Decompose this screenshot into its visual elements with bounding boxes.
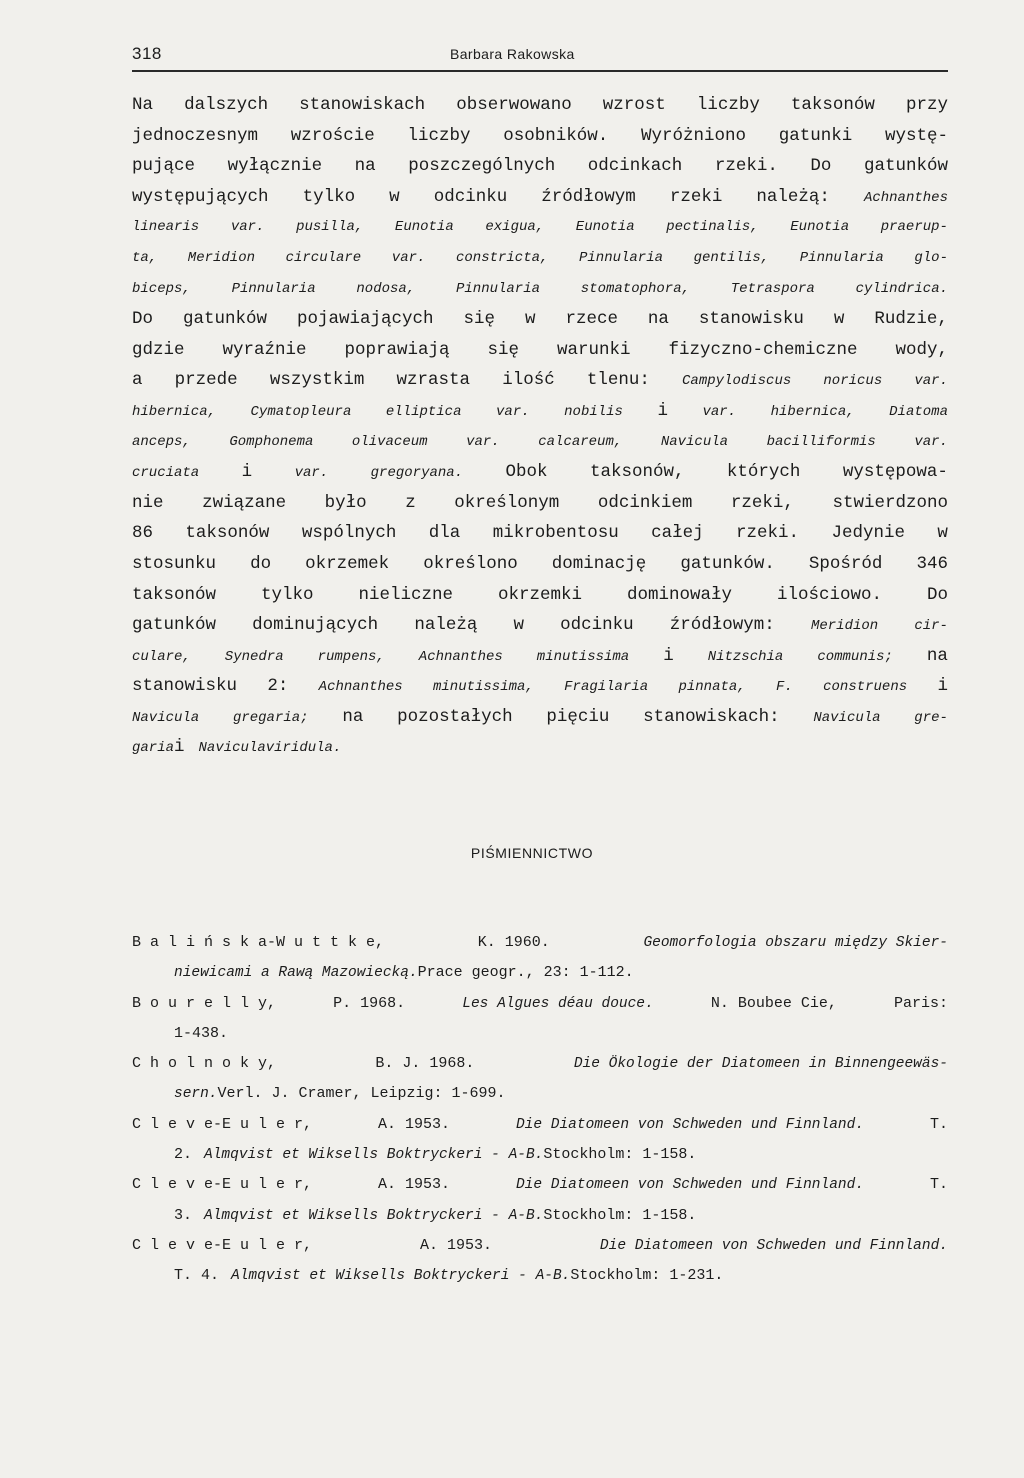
reference-author: C l e v e-E u l e r, (132, 1115, 313, 1133)
reference-text: B. J. 1968. (375, 1055, 475, 1073)
word: na (354, 156, 376, 177)
word: na (926, 645, 948, 666)
reference-text: T. 4. (174, 1267, 220, 1285)
text-line (132, 274, 948, 305)
word: związane (202, 492, 287, 513)
word: warunki (556, 339, 631, 360)
word: pięciu (546, 706, 610, 727)
word: olivaceum (351, 433, 428, 450)
word: praerup- (880, 219, 948, 236)
word: odcinkiem (597, 492, 693, 513)
word: 2: (267, 676, 289, 697)
word: Obok (505, 462, 548, 483)
page-header (132, 40, 948, 72)
word: bacilliformis (766, 433, 876, 450)
text-line (132, 549, 948, 580)
word: minutissima, (433, 679, 534, 696)
reference-entry (132, 928, 948, 958)
reference-text: Die Diatomeen von Schweden und Finnland. (515, 1177, 865, 1194)
word: w (513, 615, 524, 636)
reference-text: Stockholm: 1-158. (543, 1206, 697, 1224)
reference-continuation (132, 1019, 948, 1049)
word: hibernica, (770, 403, 855, 420)
word: występujących (132, 186, 269, 207)
word: wystę- (884, 125, 948, 146)
word: 86 (132, 523, 154, 544)
text-line (132, 488, 948, 519)
word: i (663, 645, 674, 666)
reference-continuation (132, 958, 948, 988)
word: stomatophora, (580, 280, 690, 297)
word: liczby (407, 125, 471, 146)
word: pujące (132, 156, 196, 177)
reference-text: Prace geogr., 23: 1-112. (417, 964, 634, 982)
reference-text: Die Diatomeen von Schweden und Finnland. (515, 1116, 865, 1133)
word: liczby (696, 95, 760, 115)
text-line (132, 90, 948, 121)
word: których (726, 462, 801, 483)
word: odcinku (433, 186, 508, 207)
word: cir- (914, 618, 948, 635)
reference-text: Almqvist et Wiksells Boktryckeri - A-B. (231, 1268, 571, 1285)
text-line (132, 610, 948, 641)
reference-text: A. 1953. (419, 1236, 492, 1254)
word: Synedra (224, 648, 284, 665)
text-line (132, 427, 948, 458)
word: var. (914, 373, 948, 390)
word: Meridion (810, 618, 879, 635)
word: całej (651, 523, 704, 544)
reference-text: 3. (174, 1206, 193, 1224)
word: gregoryana. (370, 465, 464, 482)
word: z (405, 492, 416, 513)
word: przede (174, 370, 238, 391)
word: 346 (916, 553, 948, 574)
text-line (132, 580, 948, 611)
word: tylko (260, 584, 314, 605)
text-line (132, 518, 948, 549)
reference-continuation (132, 1140, 948, 1170)
word: i (241, 462, 253, 483)
text-line (132, 732, 948, 763)
word: pojawiających (296, 309, 434, 330)
word: odcinkach (587, 156, 683, 177)
word: należą (414, 615, 478, 636)
word: Eunotia (394, 219, 454, 236)
word: Rudzie, (874, 309, 948, 330)
word: dominowały (626, 584, 732, 605)
word: Diatoma (889, 403, 948, 420)
word: cylindrica. (855, 280, 948, 297)
word: przy (905, 95, 948, 115)
reference-author: C l e v e-E u l e r, (132, 1176, 313, 1194)
reference-continuation (132, 1261, 948, 1291)
word: pinnata, (678, 679, 746, 696)
word: rzeki (669, 186, 723, 207)
reference-text: P. 1968. (333, 994, 406, 1012)
word: wzroście (290, 125, 375, 146)
word: communis; (817, 648, 893, 665)
word: constricta, (455, 249, 549, 266)
word: viridula. (265, 740, 342, 757)
word: var. (391, 249, 426, 266)
word: było (324, 492, 367, 513)
word: var. (466, 433, 500, 450)
word: Meridion (187, 249, 256, 266)
word: stanowisku (698, 309, 804, 330)
word: źródłowym (541, 186, 636, 207)
word: Pinnularia (455, 280, 540, 297)
reference-text: niewicami a Rawą Mazowiecką. (174, 965, 418, 982)
word: Jedynie (831, 523, 905, 544)
word: circulare (285, 249, 362, 266)
word: na (647, 309, 669, 330)
word: stwierdzono (832, 492, 948, 513)
word: pectinalis, (666, 219, 759, 236)
reference-text: T. (929, 1176, 948, 1194)
reference-entry (132, 1110, 948, 1140)
reference-text: Almqvist et Wiksells Boktryckeri - A-B. (204, 1147, 544, 1164)
word: Cymatopleura (250, 403, 352, 420)
reference-text: T. (929, 1115, 948, 1133)
word: nie (132, 492, 164, 513)
word: pusilla, (296, 219, 364, 236)
word: Do (132, 309, 154, 330)
word: okrzemek (305, 553, 390, 574)
text-line (132, 182, 948, 213)
word: minutissima (536, 648, 630, 665)
word: dla (428, 523, 461, 544)
word: należą: (756, 186, 830, 207)
text-line (132, 121, 948, 152)
reference-entry (132, 1170, 948, 1200)
text-line (132, 335, 948, 366)
word: gregaria; (232, 709, 309, 726)
page-number: 318 (132, 44, 162, 63)
word: nobilis (564, 403, 623, 420)
word: gre- (914, 709, 948, 726)
word: Na (132, 95, 154, 115)
word: gatunków. (680, 553, 775, 574)
word: poszczególnych (408, 156, 556, 177)
reference-entry (132, 1231, 948, 1261)
word: tylko (302, 186, 356, 207)
word: się (487, 339, 519, 360)
word: Eunotia (575, 219, 635, 236)
text-line (132, 702, 948, 733)
word: nieliczne (358, 584, 453, 605)
word: rzeki. (736, 523, 800, 544)
reference-text: Almqvist et Wiksells Boktryckeri - A-B. (204, 1207, 544, 1224)
word: Navicula (660, 433, 729, 450)
word: fizyczno-chemiczne (668, 339, 858, 360)
text-line (132, 457, 948, 488)
word: a (132, 370, 143, 391)
word: okrzemki (497, 584, 582, 605)
word: Achnanthes (418, 648, 503, 665)
word: w (937, 523, 948, 544)
section-title: PIŚMIENNICTWO (470, 845, 594, 861)
word: hibernica, (132, 403, 217, 420)
word: Achnanthes (318, 679, 403, 696)
word: określonym (454, 492, 560, 513)
word: gatunki (778, 125, 853, 146)
word: rzece (565, 309, 618, 330)
text-line (132, 396, 948, 427)
reference-continuation (132, 1201, 948, 1231)
text-line (132, 641, 948, 672)
reference-author: C l e v e-E u l e r, (132, 1236, 313, 1254)
word: obserwowano (456, 95, 572, 115)
word: gatunków (182, 309, 267, 330)
word: Eunotia (790, 219, 850, 236)
word: wspólnych (301, 523, 397, 544)
word: Wyróżniono (640, 125, 746, 146)
reference-continuation (132, 1079, 948, 1109)
word: stanowiskach: (643, 706, 780, 727)
word: stosunku (132, 553, 217, 574)
reference-text: Stockholm: 1-231. (570, 1267, 724, 1285)
word: Pinnularia (231, 280, 316, 297)
word: odcinku (560, 615, 634, 636)
word: var. (496, 403, 530, 420)
word: jednoczesnym (132, 125, 259, 146)
word: poprawiają (344, 339, 450, 360)
word: źródłowym: (669, 615, 775, 636)
word: stanowisku (132, 676, 238, 697)
word: rumpens, (317, 648, 385, 665)
word: noricus (823, 373, 883, 390)
word: rzeki. (714, 156, 778, 177)
word: wszystkim (269, 370, 365, 391)
reference-text: N. Boubee Cie, (710, 994, 837, 1012)
word: ilościowo. (776, 584, 882, 605)
reference-text: Die Diatomeen von Schweden und Finnland. (599, 1237, 948, 1254)
word: gdzie (132, 339, 185, 360)
word: i (937, 676, 948, 697)
reference-text: A. 1953. (377, 1176, 450, 1194)
word: gatunków (132, 615, 217, 636)
word: Do (926, 584, 948, 605)
word: nodosa, (356, 280, 416, 297)
text-line (132, 212, 948, 243)
word: taksonów (132, 584, 217, 605)
reference-author: C h o l n o k y, (132, 1055, 277, 1073)
word: linearis (132, 219, 200, 236)
reference-text: Geomorfologia obszaru między Skier- (643, 935, 948, 951)
word: wzrost (602, 95, 666, 115)
word: wyłącznie (227, 156, 323, 177)
word: calcareum, (538, 433, 623, 450)
reference-text: Die Ökologie der Diatomeen in Binnengeewäs- (573, 1056, 948, 1073)
word: dalszych (184, 95, 269, 115)
reference-text: Stockholm: 1-158. (543, 1146, 697, 1164)
word: var. (230, 219, 265, 236)
word: Spośród (808, 553, 883, 574)
text-line (132, 243, 948, 274)
reference-text: 2. (174, 1146, 193, 1164)
word: culare, (132, 648, 191, 665)
word: Navicula (132, 709, 200, 726)
word: i (657, 400, 668, 421)
word: gentilis, (693, 249, 770, 266)
word: ilość (502, 370, 555, 391)
word: rzeki, (730, 492, 794, 513)
text-line (132, 151, 948, 182)
word: Gomphonema (229, 433, 314, 450)
word: się (463, 309, 495, 330)
word: exigua, (485, 219, 545, 236)
word: Do (810, 156, 832, 177)
word: Fragilaria (564, 679, 649, 696)
word: wzrasta (396, 370, 471, 391)
header-rule (132, 70, 948, 72)
word: mikrobentosu (492, 523, 619, 544)
word: na (342, 706, 364, 727)
reference-text: K. 1960. (477, 934, 550, 951)
word: pozostałych (397, 706, 513, 727)
word: w (389, 186, 400, 207)
word: var. (702, 403, 737, 420)
word: i (174, 737, 185, 758)
word: Nitzschia (707, 648, 784, 665)
text-line (132, 671, 948, 702)
reference-text: 1-438. (174, 1024, 229, 1042)
word: Campylodiscus (682, 373, 792, 390)
word: Pinnularia (578, 249, 663, 266)
word: garia (132, 740, 175, 757)
text-line (132, 365, 948, 396)
word: elliptica (385, 403, 462, 420)
reference-text: Verl. J. Cramer, Leipzig: 1-699. (217, 1085, 506, 1103)
word: Navicula (198, 740, 266, 757)
word: anceps, (132, 433, 191, 450)
word: stanowiskach (299, 95, 426, 115)
word: gatunków (863, 156, 948, 177)
reference-text: A. 1953. (377, 1115, 450, 1133)
reference-text: Les Algues déau douce. (462, 995, 654, 1012)
word: określono (423, 553, 518, 574)
word: taksonów, (589, 462, 685, 483)
reference-text: Paris: (893, 994, 948, 1012)
reference-author: B o u r e l l y, (132, 994, 277, 1012)
word: taksonów (790, 95, 875, 115)
word: ta, (132, 249, 158, 266)
word: w (833, 309, 845, 330)
reference-text: sern. (174, 1086, 218, 1103)
reference-list (132, 928, 948, 1292)
word: dominację (551, 553, 647, 574)
body-paragraph (132, 90, 948, 763)
word: występowa- (842, 462, 948, 483)
word: osobników. (503, 125, 609, 146)
word: cruciata (132, 465, 200, 482)
word: wyraźnie (222, 339, 307, 360)
word: Tetraspora (730, 280, 815, 297)
word: var. (914, 433, 948, 450)
word: biceps, (132, 280, 191, 297)
word: wody, (895, 339, 948, 360)
word: Achnanthes (863, 189, 948, 206)
word: F. (776, 679, 793, 696)
word: glo- (914, 249, 948, 266)
reference-author: B a l i ń s k a-W u t t k e, (132, 934, 385, 951)
reference-entry (132, 1049, 948, 1079)
word: dominujących (252, 615, 379, 636)
word: tlenu: (586, 370, 650, 391)
running-head: Barbara Rakowska (450, 46, 575, 62)
word: var. (294, 465, 329, 482)
word: construens (823, 679, 908, 696)
word: Pinnularia (799, 249, 884, 266)
word: taksonów (185, 523, 270, 544)
word: do (250, 553, 272, 574)
text-line (132, 304, 948, 335)
reference-entry (132, 989, 948, 1019)
word: Navicula (813, 709, 881, 726)
word: w (524, 309, 536, 330)
